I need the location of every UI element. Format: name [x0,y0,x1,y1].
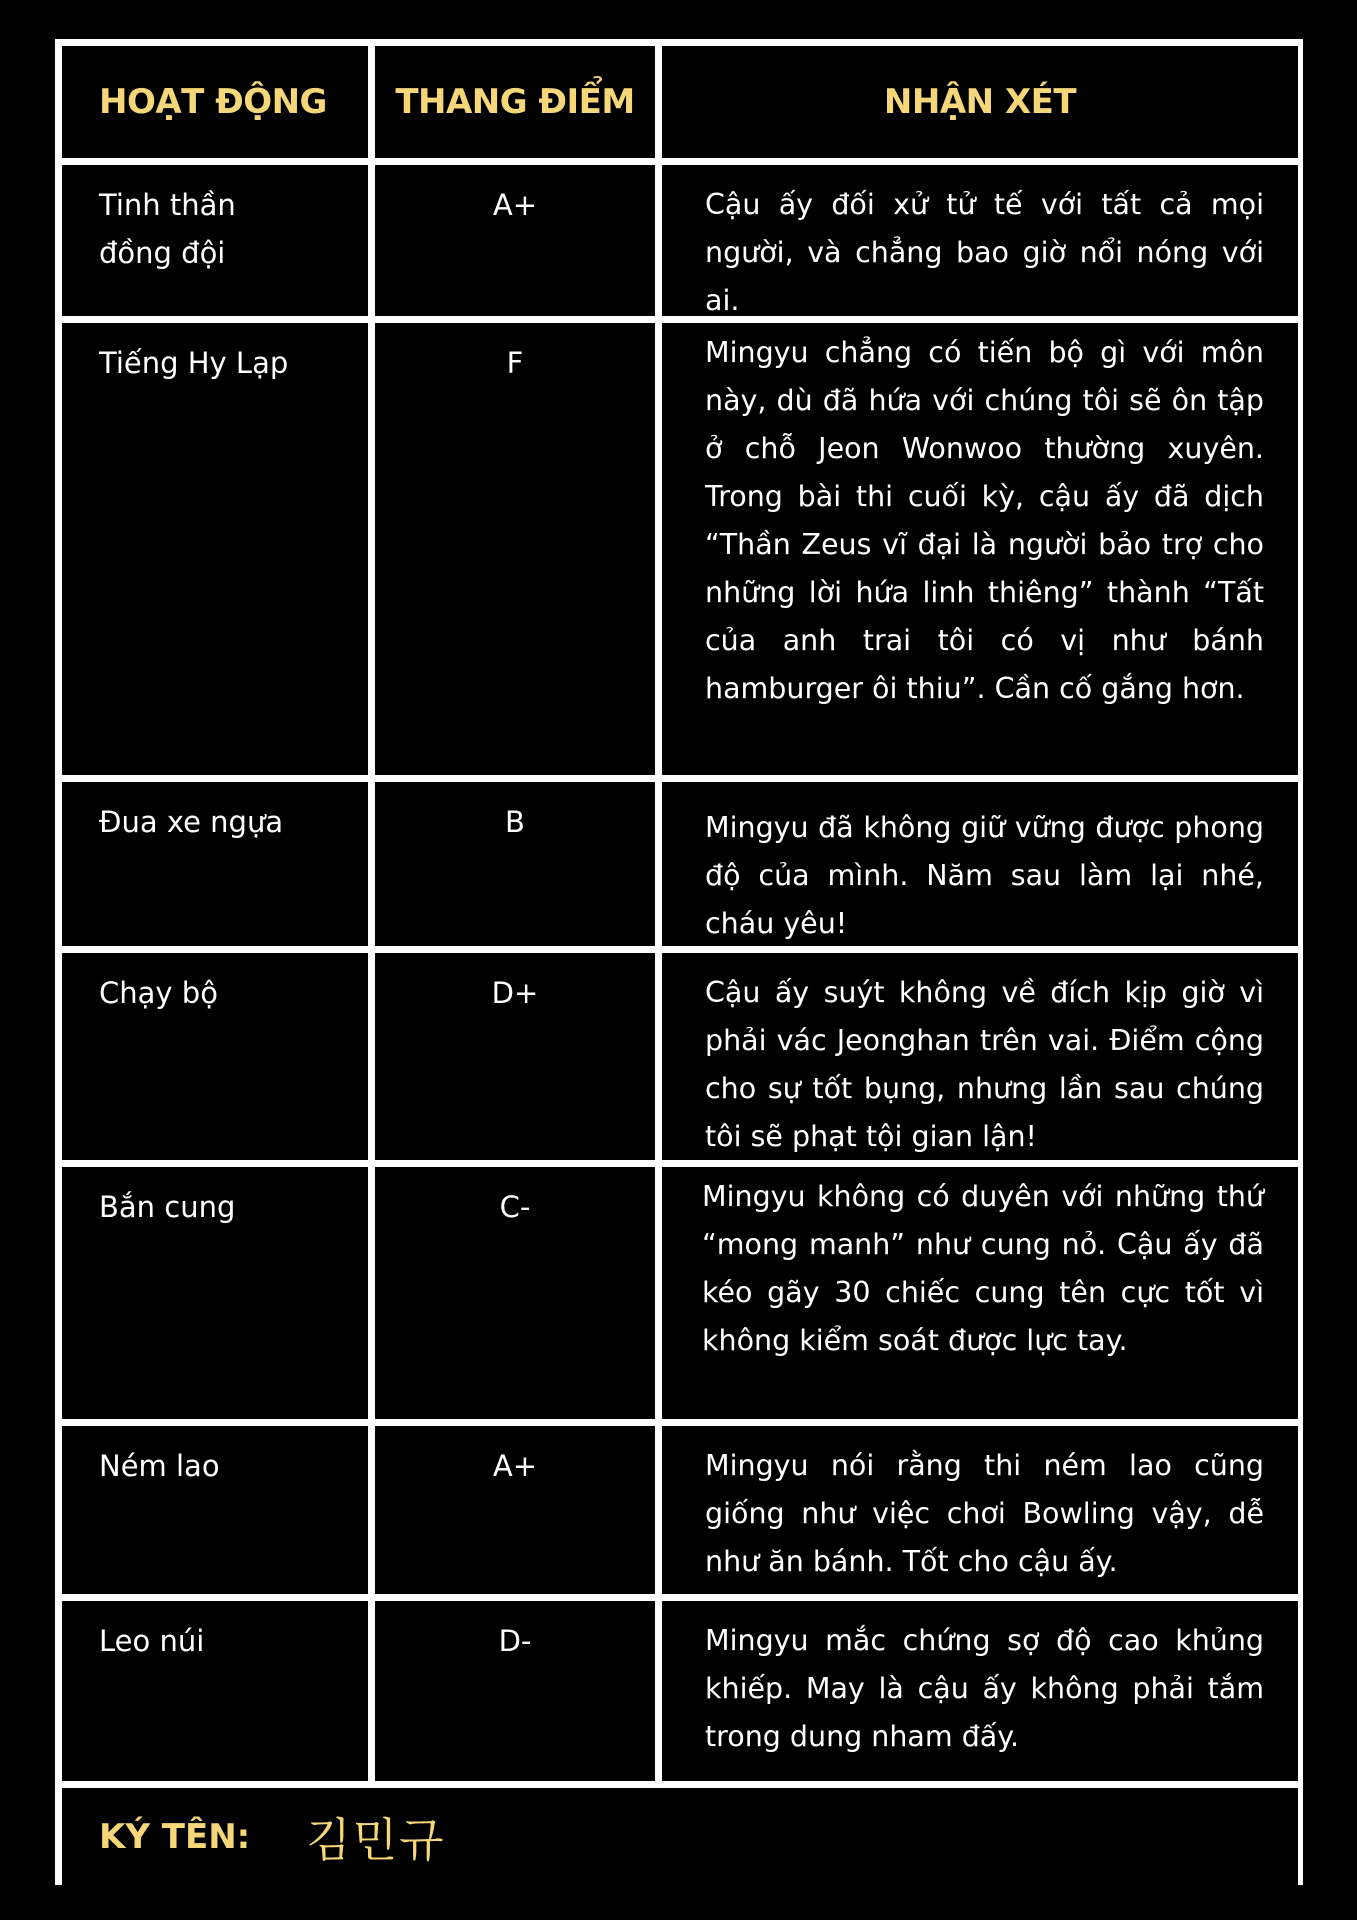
row-grade: C- [375,1167,655,1419]
row-grade: D- [375,1601,655,1781]
row-activity: Chạy bộ [62,953,368,1160]
row-activity: Đua xe ngựa [62,782,368,946]
row-grade: F [375,323,655,775]
row-comment: Mingyu đã không giữ vững được phong độ của mình. Năm sau làm lại nhé, cháu yêu! [662,782,1298,946]
row-comment: Mingyu nói rằng thi ném lao cũng giống như việc chơi Bowling vậy, dễ như ăn bánh. Tốt cho cậu ấy. [662,1426,1298,1594]
report-card [55,39,1303,1885]
signature-label: KÝ TÊN: [99,1817,251,1857]
grade-table [55,39,1303,1885]
row-comment: Cậu ấy đối xử tử tế với tất cả mọi người, và chẳng bao giờ nổi nóng với ai. [662,165,1298,316]
header-activity: HOẠT ĐỘNG [62,46,368,158]
row-grade: B [375,782,655,946]
row-activity: Tiếng Hy Lạp [62,323,368,775]
row-comment: Mingyu không có duyên với những thứ “mong manh” như cung nỏ. Cậu ấy đã kéo gãy 30 chiếc cung tên cực tốt vì không kiểm soát được lực tay. [662,1167,1298,1419]
row-comment: Cậu ấy suýt không về đích kịp giờ vì phải vác Jeonghan trên vai. Điểm cộng cho sự tốt bụng, nhưng lần sau chúng tôi sẽ phạt tội gian lận! [662,953,1298,1160]
header-comment: NHẬN XÉT [662,46,1298,158]
row-comment: Mingyu mắc chứng sợ độ cao khủng khiếp. May là cậu ấy không phải tắm trong dung nham đấy. [662,1601,1298,1781]
header-grade: THANG ĐIỂM [375,46,655,158]
row-activity: Ném lao [62,1426,368,1594]
row-activity: Bắn cung [62,1167,368,1419]
row-grade: A+ [375,1426,655,1594]
signature-name: 김민규 [306,1813,446,1867]
row-grade: D+ [375,953,655,1160]
row-activity: Tinh thần đồng đội [62,165,368,316]
row-comment: Mingyu chẳng có tiến bộ gì với môn này, dù đã hứa với chúng tôi sẽ ôn tập ở chỗ Jeon Wonwoo thường xuyên. Trong bài thi cuối kỳ, cậu ấy đã dịch “Thần Zeus vĩ đại là người bảo trợ cho những lời hứa linh thiêng” thành “Tất của anh trai tôi có vị như bánh hamburger ôi thiu”. Cần cố gắng hơn. [662,323,1298,775]
row-grade: A+ [375,165,655,316]
row-activity: Leo núi [62,1601,368,1781]
signature-row [62,1788,1298,1886]
